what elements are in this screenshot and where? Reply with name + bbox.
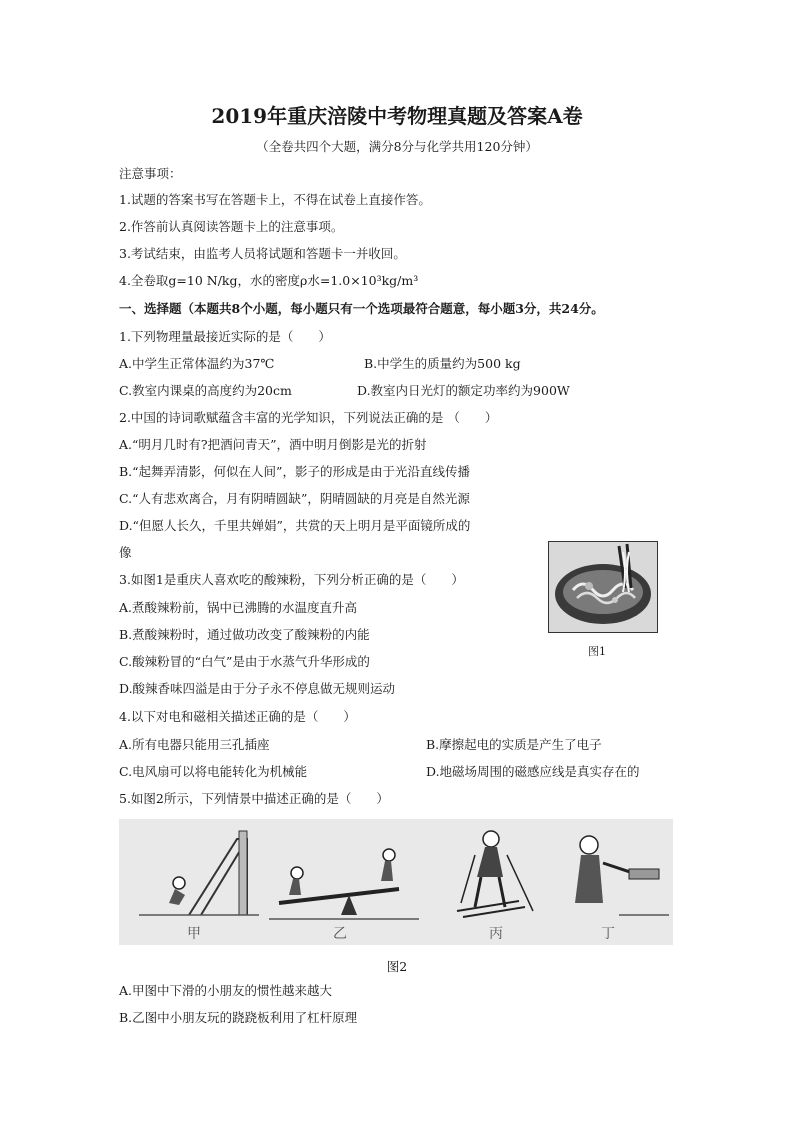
q3-option-a: A.煮酸辣粉前，锅中已沸腾的水温度直升高	[119, 600, 358, 615]
q5-option-b: B.乙图中小朋友玩的跷跷板利用了杠杆原理	[119, 1010, 358, 1025]
q2-stem: 2.中国的诗词歌赋蕴含丰富的光学知识，下列说法正确的是 （ ）	[119, 410, 498, 425]
q1-option-d: D.教室内日光灯的额定功率约为900W	[357, 383, 570, 398]
q4-option-b: B.摩擦起电的实质是产生了电子	[426, 737, 602, 752]
figure-2-scenes	[119, 819, 673, 945]
q1-option-b: B.中学生的质量约为500 kg	[364, 356, 521, 371]
q4-option-c: C.电风扇可以将电能转化为机械能	[119, 764, 308, 779]
figure-1-noodles-photo	[548, 541, 658, 633]
figure-2-label-ding: 丁	[601, 926, 615, 942]
page-title: 2019年重庆涪陵中考物理真题及答案A卷	[211, 104, 583, 128]
q4-stem: 4.以下对电和磁相关描述正确的是（ ）	[119, 709, 356, 724]
q3-option-b: B.煮酸辣粉时，通过做功改变了酸辣粉的内能	[119, 627, 370, 642]
q1-stem: 1.下列物理量最接近实际的是（ ）	[119, 329, 331, 344]
q1-option-a: A.中学生正常体温约为37℃	[119, 356, 275, 371]
q3-option-c: C.酸辣粉冒的“白气”是由于水蒸气升华形成的	[119, 654, 370, 669]
q2-option-d-cont: 像	[119, 545, 132, 560]
q2-option-b: B.“起舞弄清影，何似在人间”，影子的形成是由于光沿直线传播	[119, 464, 470, 479]
exam-subtitle: （全卷共四个大题，满分8分与化学共用120分钟）	[256, 139, 538, 154]
figure-1-caption: 图1	[588, 645, 606, 658]
note-item: 2.作答前认真阅读答题卡上的注意事项。	[119, 219, 344, 234]
note-item: 3.考试结束，由监考人员将试题和答题卡一并收回。	[119, 246, 406, 261]
q2-option-c: C.“人有悲欢离合，月有阴晴圆缺”，阴晴圆缺的月亮是自然光源	[119, 491, 470, 506]
q5-stem: 5.如图2所示，下列情景中描述正确的是（ ）	[119, 791, 389, 806]
note-item: 1.试题的答案书写在答题卡上，不得在试卷上直接作答。	[119, 192, 431, 207]
q1-option-c: C.教室内课桌的高度约为20cm	[119, 383, 292, 398]
q4-option-a: A.所有电器只能用三孔插座	[119, 737, 270, 752]
q3-option-d: D.酸辣香味四溢是由于分子永不停息做无规则运动	[119, 681, 396, 696]
q5-option-a: A.甲图中下滑的小朋友的惯性越来越大	[119, 983, 333, 998]
q2-option-d: D.“但愿人长久，千里共婵娟”，共赏的天上明月是平面镜所成的	[119, 518, 471, 533]
notes-heading: 注意事项：	[119, 166, 182, 181]
figure-2-label-bing: 丙	[489, 926, 503, 942]
figure-2-label-jia: 甲	[187, 926, 201, 942]
section-heading: 一、选择题（本题共8个小题，每小题只有一个选项最符合题意，每小题3分，共24分。	[119, 301, 604, 316]
q4-option-d: D.地磁场周围的磁感应线是真实存在的	[426, 764, 640, 779]
figure-2-caption: 图2	[386, 959, 408, 974]
figure-2-drawing	[119, 819, 673, 945]
q3-stem: 3.如图1是重庆人喜欢吃的酸辣粉，下列分析正确的是（ ）	[119, 572, 464, 587]
note-item: 4.全卷取g=10 N/kg，水的密度ρ水=1.0×10³kg/m³	[119, 273, 419, 288]
q2-option-a: A.“明月几时有?把酒问青天”，酒中明月倒影是光的折射	[119, 437, 427, 452]
figure-2-label-yi: 乙	[333, 926, 347, 942]
